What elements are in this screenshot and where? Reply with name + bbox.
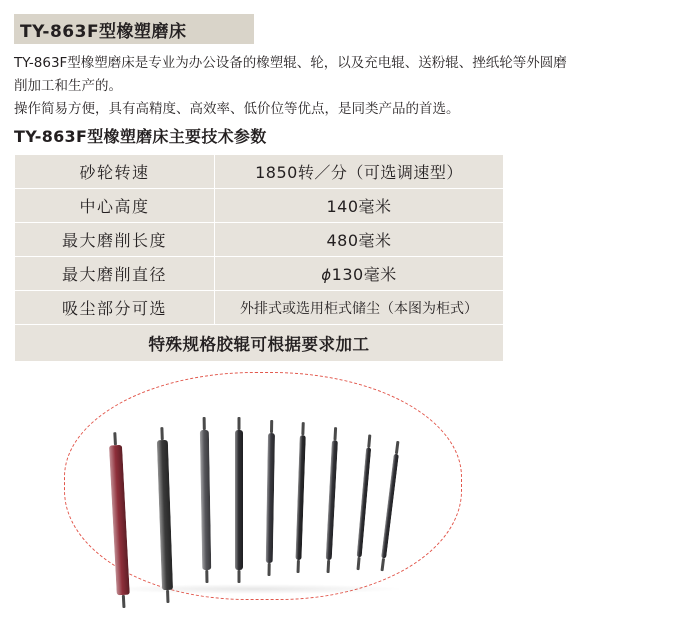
roller-6 — [292, 422, 309, 573]
roller-body — [381, 454, 399, 559]
intro-paragraphs — [14, 52, 574, 121]
spec-label: 吸尘部分可选 — [15, 291, 215, 325]
page-title: TY-863F型橡塑磨床 — [20, 21, 187, 42]
roller-shaft-top — [333, 427, 337, 440]
spec-label: 砂轮转速 — [15, 155, 215, 189]
roller-body — [326, 440, 338, 560]
table-row — [15, 257, 504, 291]
intro-line-1: TY-863F型橡塑磨床是专业为办公设备的橡塑辊、轮，以及充电辊、送粉辊、挫纸轮等外圆磨 — [14, 55, 567, 71]
table-row — [15, 223, 504, 257]
spec-value: 140毫米 — [215, 189, 504, 223]
roller-5 — [262, 420, 278, 576]
roller-body — [295, 435, 305, 560]
roller-shaft-top — [113, 432, 117, 445]
spec-note: 特殊规格胶辊可根据要求加工 — [15, 325, 504, 362]
section-heading: TY-863F型橡塑磨床主要技术参数 — [14, 127, 267, 146]
roller-shaft-bottom — [356, 557, 360, 570]
roller-shaft-top — [160, 427, 163, 440]
spec-value: 480毫米 — [215, 223, 504, 257]
roller-shaft-bottom — [380, 558, 385, 571]
table-row — [15, 189, 504, 223]
product-photo — [64, 372, 464, 602]
roller-shaft-top — [394, 441, 399, 454]
spec-value-diameter — [215, 257, 504, 291]
roller-body — [199, 430, 210, 570]
roller-1 — [105, 432, 133, 609]
spec-value: 1850转／分（可选调速型） — [215, 155, 504, 189]
table-row — [15, 291, 504, 325]
diameter-symbol: ϕ — [321, 266, 332, 284]
roller-shaft-top — [301, 422, 304, 435]
roller-shaft-top — [269, 420, 272, 433]
roller-shaft-bottom — [297, 560, 300, 573]
roller-7 — [322, 427, 342, 573]
spec-label: 最大磨削直径 — [15, 257, 215, 291]
table-row-note — [15, 325, 504, 362]
roller-body — [108, 445, 129, 595]
roller-shaft-bottom — [238, 570, 241, 583]
table-row — [15, 155, 504, 189]
roller-3 — [196, 417, 214, 583]
roller-shaft-bottom — [205, 570, 208, 583]
intro-line-3: 操作简易方便，具有高精度、高效率、低价位等优点，是同类产品的首选。 — [14, 101, 460, 117]
roller-body — [356, 447, 371, 557]
spec-value: 130毫米 — [331, 265, 397, 284]
spec-label: 中心高度 — [15, 189, 215, 223]
spec-table-body — [15, 155, 504, 362]
roller-2 — [153, 427, 176, 603]
roller-body — [265, 433, 274, 563]
roller-shaft-bottom — [267, 563, 270, 576]
roller-shaft-bottom — [166, 590, 169, 603]
roller-group — [64, 372, 464, 602]
roller-9 — [376, 440, 403, 571]
roller-body — [156, 440, 172, 590]
product-title-bar — [14, 14, 254, 44]
specifications-table — [14, 154, 504, 362]
roller-shaft-top — [202, 417, 205, 430]
roller-shaft-top — [238, 417, 241, 430]
roller-shaft-bottom — [327, 560, 331, 573]
roller-body — [235, 430, 243, 570]
roller-shaft-top — [367, 434, 371, 447]
spec-value: 外排式或选用柜式储尘（本图为柜式） — [215, 291, 504, 325]
roller-8 — [352, 434, 375, 570]
intro-line-2: 削加工和生产的。 — [14, 78, 122, 94]
roller-4 — [232, 417, 246, 583]
spec-label: 最大磨削长度 — [15, 223, 215, 257]
roller-shaft-bottom — [121, 595, 125, 608]
